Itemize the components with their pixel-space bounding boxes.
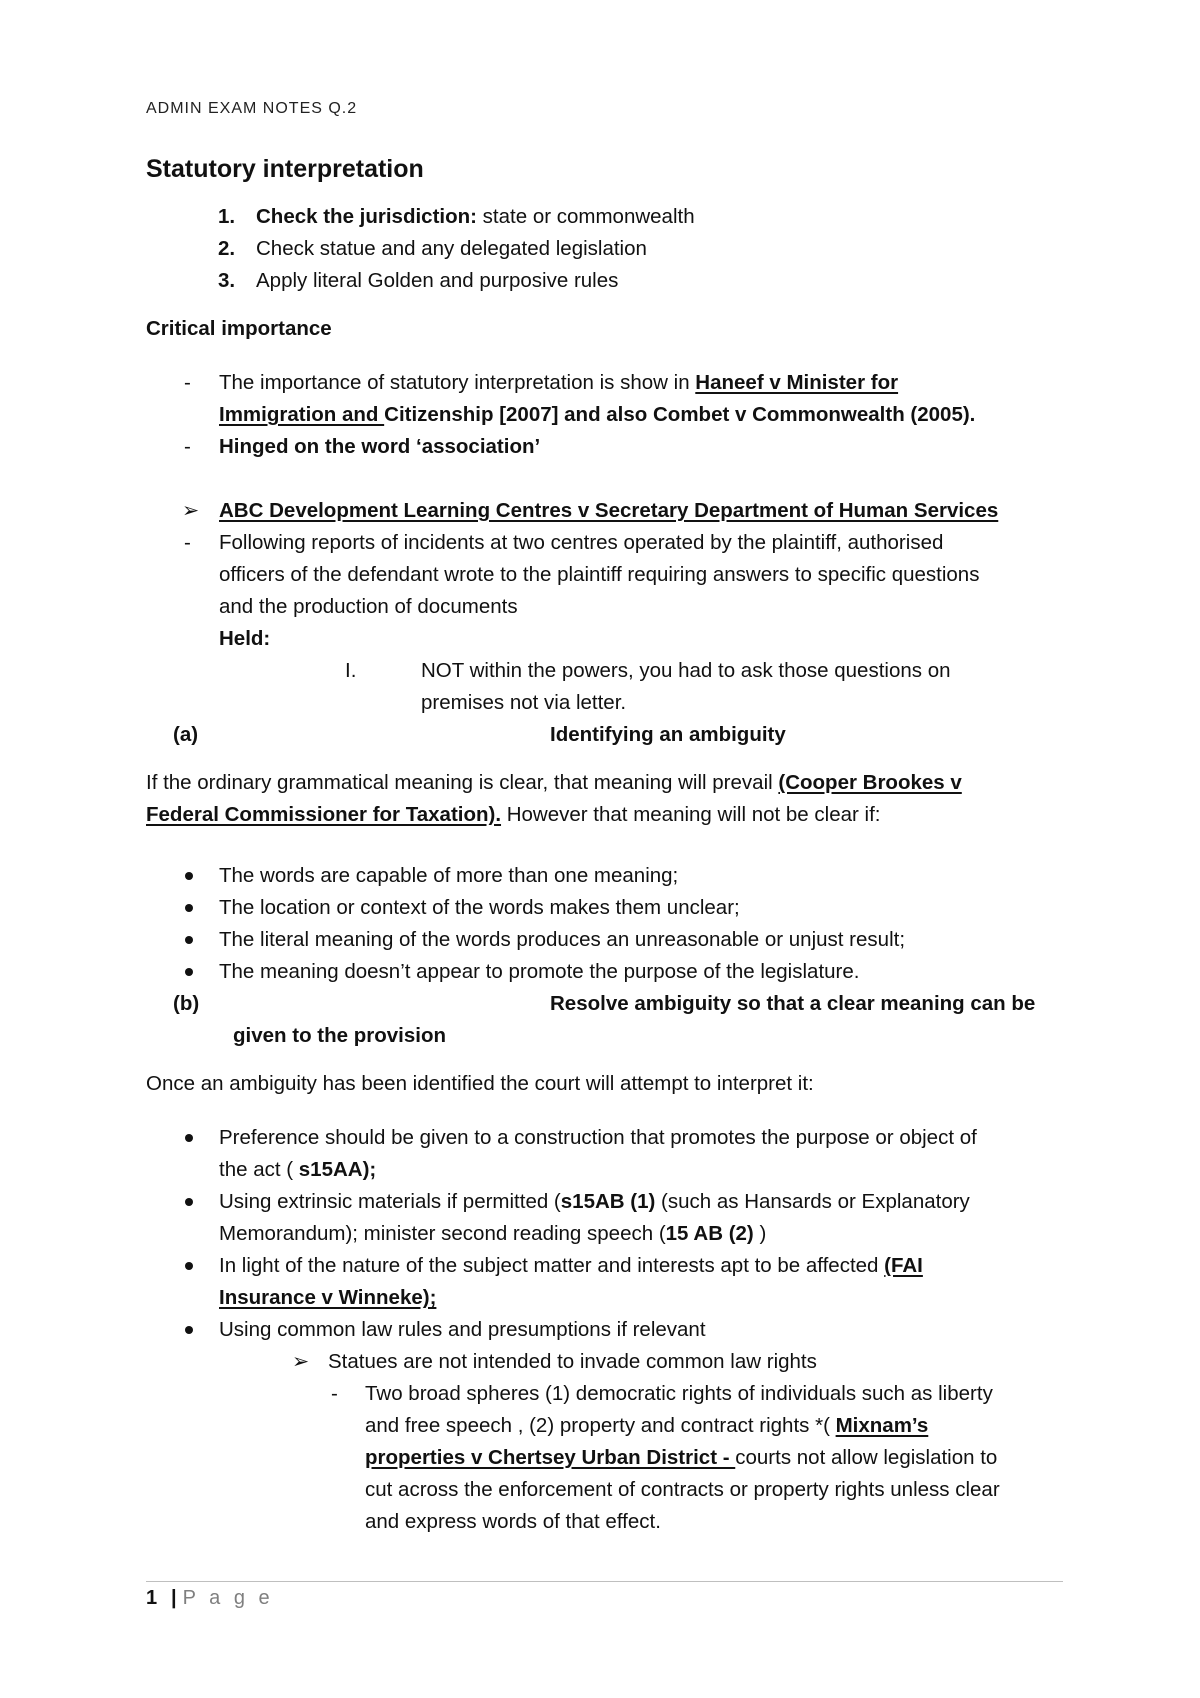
step-number-2: 2. xyxy=(218,237,236,260)
bullet-icon xyxy=(185,872,193,880)
ambiguity-bullet-3: The literal meaning of the words produces an unreasonable or unjust result; xyxy=(219,928,906,951)
critical-item-1-prefix: The importance of statutory interpretation is show in xyxy=(219,371,696,394)
section-a-intro-rest: However that meaning will not be clear if: xyxy=(501,803,881,826)
section-a-title: Identifying an ambiguity xyxy=(550,723,786,746)
case-haneef-part-1: Haneef v Minister for xyxy=(695,371,899,394)
ref-s15ab-1: s15AB (1) xyxy=(560,1190,656,1213)
bullet-icon xyxy=(185,1134,193,1142)
common-law-subpoint: Statues are not intended to invade common law rights xyxy=(328,1350,817,1373)
case-mixnam-part-2: properties v Chertsey Urban District - xyxy=(365,1446,736,1469)
footer-divider xyxy=(146,1581,1063,1582)
resolve-bullet-1-pre: the act ( xyxy=(219,1158,299,1181)
step-3: Apply literal Golden and purposive rules xyxy=(256,269,619,292)
footer-separator: | xyxy=(171,1587,177,1609)
step-1 xyxy=(256,201,695,233)
ambiguity-bullet-1: The words are capable of more than one meaning; xyxy=(219,864,679,887)
abc-facts-line-1: Following reports of incidents at two centres operated by the plaintiff, authorised xyxy=(219,531,944,554)
step-1-text: state or commonwealth xyxy=(476,205,695,228)
resolve-bullet-2-mid: (such as Hansards or Explanatory xyxy=(655,1190,970,1213)
step-2: Check statue and any delegated legislation xyxy=(256,237,647,260)
dash-marker: - xyxy=(184,435,191,458)
held-line-2: premises not via letter. xyxy=(421,691,627,714)
ambiguity-bullet-4: The meaning doesn’t appear to promote the purpose of the legislature. xyxy=(219,960,860,983)
held-label: Held: xyxy=(219,627,271,650)
abc-facts-line-2: officers of the defendant wrote to the plaintiff requiring answers to specific questions xyxy=(219,563,980,586)
resolve-bullet-4: Using common law rules and presumptions if relevant xyxy=(219,1318,706,1341)
dash-marker: - xyxy=(331,1382,338,1405)
step-1-label: Check the jurisdiction: xyxy=(256,205,477,228)
held-number: I. xyxy=(345,659,357,682)
resolve-bullet-3-line-1 xyxy=(219,1250,923,1282)
resolve-bullet-3-pre: In light of the nature of the subject matter and interests apt to be affected xyxy=(219,1254,885,1277)
case-abc-title: ABC Development Learning Centres v Secretary Department of Human Services xyxy=(219,499,999,522)
spheres-line-2-pre: and free speech , (2) property and contract rights *( xyxy=(365,1414,836,1437)
resolve-bullet-2-line-2 xyxy=(219,1218,766,1250)
critical-heading: Critical importance xyxy=(146,317,332,340)
section-a-intro-line-2 xyxy=(146,799,880,831)
resolve-bullet-1-line-1: Preference should be given to a construction that promotes the purpose or object of xyxy=(219,1126,977,1149)
critical-item-1-rest: Citizenship [2007] and also Combet v Commonwealth (2005). xyxy=(384,403,976,426)
spheres-line-1: Two broad spheres (1) democratic rights of individuals such as liberty xyxy=(365,1382,993,1405)
spheres-line-5: and express words of that effect. xyxy=(365,1510,661,1533)
case-fai-insurance-part-2: Insurance v Winneke); xyxy=(219,1286,437,1309)
bullet-icon xyxy=(185,1326,193,1334)
ref-s15aa: s15AA); xyxy=(298,1158,377,1181)
section-b-title-line-1: Resolve ambiguity so that a clear meaning can be xyxy=(550,992,1036,1015)
page-label xyxy=(171,1587,274,1610)
bullet-icon xyxy=(185,904,193,912)
resolve-bullet-2-pre: Using extrinsic materials if permitted ( xyxy=(219,1190,561,1213)
case-cooper-brookes-part-1: (Cooper Brookes v xyxy=(778,771,962,794)
critical-item-1-line-2 xyxy=(219,399,975,431)
ref-15ab-2: 15 AB (2) xyxy=(665,1222,754,1245)
ambiguity-bullet-2: The location or context of the words makes them unclear; xyxy=(219,896,740,919)
page-title: Statutory interpretation xyxy=(146,155,424,183)
page-number: 1 xyxy=(146,1587,158,1609)
bullet-icon xyxy=(185,1198,193,1206)
bullet-icon xyxy=(185,1262,193,1270)
bullet-icon xyxy=(185,936,193,944)
case-fai-insurance-part-1: (FAI xyxy=(884,1254,923,1277)
case-haneef-part-2: Immigration and xyxy=(219,403,385,426)
section-b-label: (b) xyxy=(173,992,200,1015)
section-a-intro-line-1 xyxy=(146,767,962,799)
critical-item-1-line-1 xyxy=(219,367,898,399)
spheres-line-3 xyxy=(365,1442,997,1474)
critical-item-2: Hinged on the word ‘association’ xyxy=(219,435,541,458)
abc-facts-line-3: and the production of documents xyxy=(219,595,518,618)
step-number-3: 3. xyxy=(218,269,236,292)
dash-marker: - xyxy=(184,371,191,394)
case-mixnam-part-1: Mixnam’s xyxy=(835,1414,929,1437)
bullet-icon xyxy=(185,968,193,976)
document-header: ADMIN EXAM NOTES Q.2 xyxy=(146,100,358,117)
section-b-title-line-2: given to the provision xyxy=(233,1024,446,1047)
footer-page-text: P a g e xyxy=(182,1587,274,1609)
resolve-bullet-1-line-2 xyxy=(219,1154,376,1186)
resolve-bullet-2-end: ) xyxy=(753,1222,767,1245)
spheres-line-3-rest: courts not allow legislation to xyxy=(735,1446,998,1469)
section-a-label: (a) xyxy=(173,723,199,746)
case-cooper-brookes-part-2: Federal Commissioner for Taxation). xyxy=(146,803,502,826)
step-number-1: 1. xyxy=(218,205,236,228)
held-line-1: NOT within the powers, you had to ask those questions on xyxy=(421,659,951,682)
section-b-intro: Once an ambiguity has been identified the court will attempt to interpret it: xyxy=(146,1072,814,1095)
arrow-bullet-icon: ➢ xyxy=(182,499,200,522)
arrow-bullet-icon: ➢ xyxy=(292,1350,310,1373)
spheres-line-2 xyxy=(365,1410,928,1442)
spheres-line-4: cut across the enforcement of contracts or property rights unless clear xyxy=(365,1478,1000,1501)
resolve-bullet-2-line-2-pre: Memorandum); minister second reading speech ( xyxy=(219,1222,666,1245)
section-a-intro-text: If the ordinary grammatical meaning is clear, that meaning will prevail xyxy=(146,771,779,794)
dash-marker: - xyxy=(184,531,191,554)
resolve-bullet-2-line-1 xyxy=(219,1186,970,1218)
